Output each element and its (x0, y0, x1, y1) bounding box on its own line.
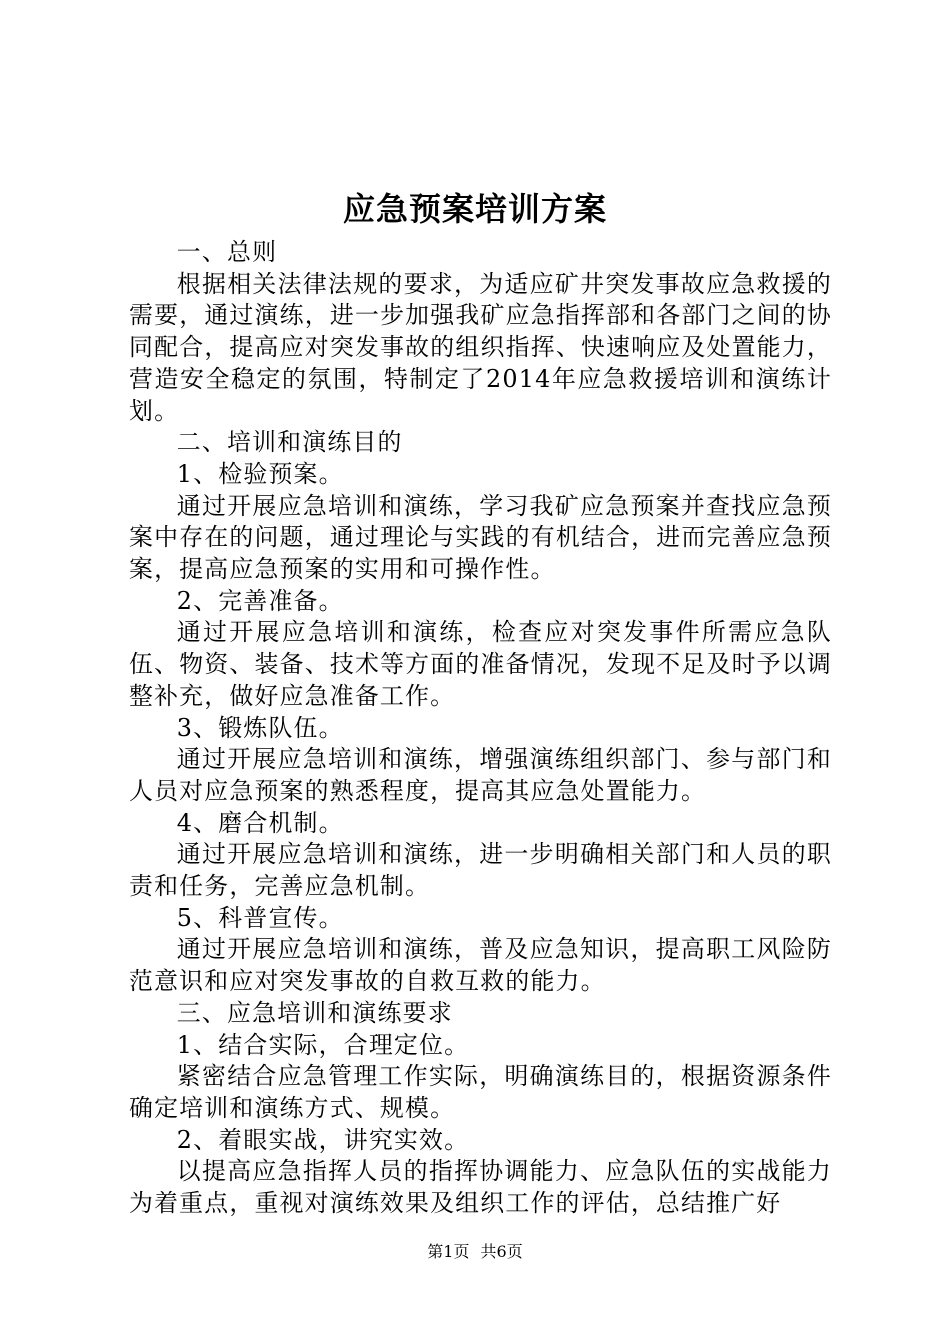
page-number: 第1页 (427, 1242, 470, 1261)
paragraph: 通过开展应急培训和演练，进一步明确相关部门和人员的职责和任务，完善应急机制。 (129, 840, 832, 901)
subheading: 5、科普宣传。 (176, 903, 344, 932)
document-title: 应急预案培训方案 (342, 190, 607, 228)
page-footer (0, 1240, 950, 1264)
paragraph: 以提高应急指挥人员的指挥协调能力、应急队伍的实战能力为着重点，重视对演练效果及组织工作的评估，总结推广好 (129, 1157, 832, 1218)
subheading: 4、磨合机制。 (176, 808, 344, 837)
section-heading: 三、应急培训和演练要求 (176, 998, 453, 1027)
document-body (129, 237, 832, 1220)
subheading: 1、结合实际，合理定位。 (176, 1030, 470, 1059)
subheading: 2、完善准备。 (176, 586, 344, 615)
paragraph: 通过开展应急培训和演练，普及应急知识，提高职工风险防范意识和应对突发事故的自救互救的能力。 (129, 935, 832, 996)
paragraph: 紧密结合应急管理工作实际，明确演练目的，根据资源条件确定培训和演练方式、规模。 (129, 1062, 832, 1122)
paragraph: 根据相关法律法规的要求，为适应矿井突发事故应急救援的需要，通过演练，进一步加强我矿应急指挥部和各部门之间的协同配合，提高应对突发事故的组织指挥、快速响应及处置能力，营造安全稳定的氛围，特制定了2014年应急救援培训和演练计划。 (129, 269, 832, 425)
section-heading: 一、总则 (176, 238, 278, 266)
paragraph: 通过开展应急培训和演练，检查应对突发事件所需应急队伍、物资、装备、技术等方面的准备情况，发现不足及时予以调整补充，做好应急准备工作。 (129, 618, 832, 710)
paragraph: 通过开展应急培训和演练，学习我矿应急预案并查找应急预案中存在的问题，通过理论与实践的有机结合，进而完善应急预案，提高应急预案的实用和可操作性。 (129, 491, 832, 584)
subheading: 3、锻炼队伍。 (176, 713, 344, 742)
subheading: 2、着眼实战，讲究实效。 (176, 1125, 470, 1154)
subheading: 1、检验预案。 (176, 459, 344, 488)
page-total: 共6页 (480, 1242, 523, 1261)
paragraph: 通过开展应急培训和演练，增强演练组织部门、参与部门和人员对应急预案的熟悉程度，提高其应急处置能力。 (129, 745, 832, 805)
section-heading: 二、培训和演练目的 (176, 428, 403, 457)
